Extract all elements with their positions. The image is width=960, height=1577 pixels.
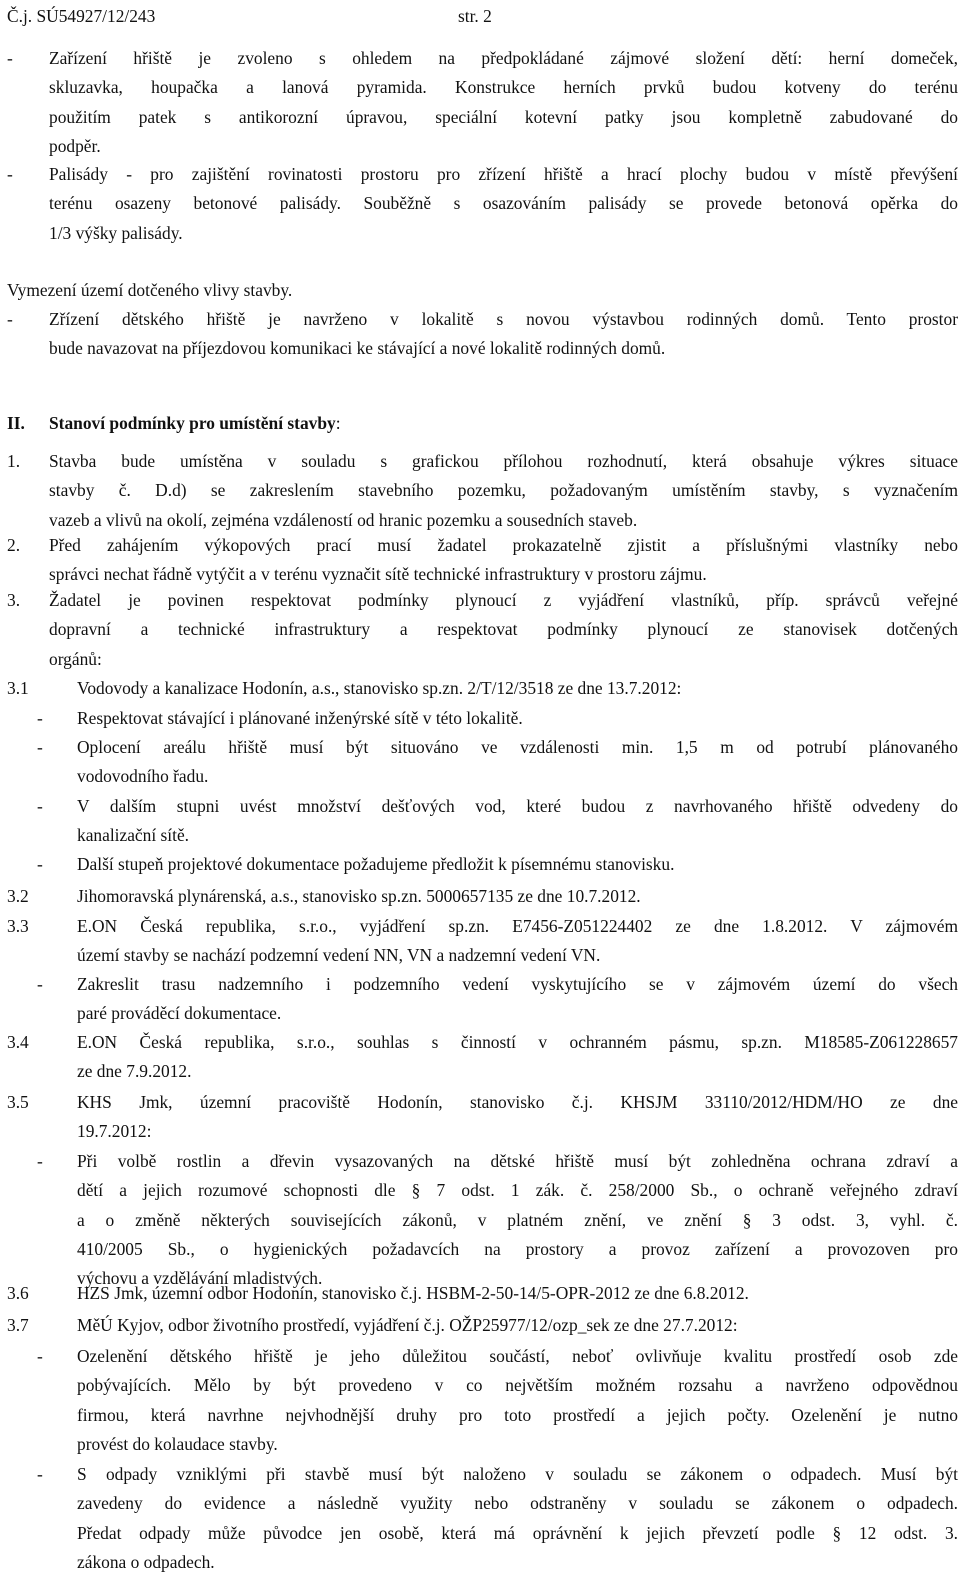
subcondition-3-1-item	[0, 733, 960, 793]
paragraph	[49, 305, 958, 364]
subcondition-number: 3.3	[7, 916, 29, 936]
subcondition-3-5	[0, 1088, 960, 1148]
subcondition-number: 3.4	[7, 1032, 29, 1052]
bullet-dash: -	[37, 737, 43, 757]
subcondition-3-1-item	[0, 704, 960, 734]
condition-3	[0, 586, 960, 676]
text-line: dopravní a technické infrastruktury a respektovat podmínky plynoucí ze stanovisek dotčených	[49, 619, 958, 640]
page-number: str. 2	[458, 6, 492, 26]
text-line: Palisády - pro zajištění rovinatosti prostoru pro zřízení hřiště a hrací plochy budou v místě převýšení	[49, 164, 958, 184]
subcondition-number: 3.7	[7, 1315, 29, 1335]
text-line: vazeb a vlivů na okolí, zejména vzdáleností od hranic pozemku a sousedních staveb.	[49, 509, 638, 530]
text-line: použitím patek s antikorozní úpravou, speciální kotevní patky jsou kompletně zabudované do	[49, 106, 958, 127]
text-line: V dalším stupni uvést množství dešťových vod, které budou z navrhovaného hřiště odvedeny do	[77, 796, 958, 816]
text-line: Oplocení areálu hřiště musí být situováno ve vzdálenosti min. 1,5 m od potrubí plánovaného	[77, 737, 958, 757]
subcondition-number: 3.1	[7, 678, 29, 698]
text-line: E.ON Česká republika, s.r.o., souhlas s činností v ochranném pásmu, sp.zn. M18585-Z061228657	[77, 1032, 958, 1052]
text-line: výchovu a vzdělávání mladistvých.	[77, 1268, 323, 1289]
text-line: orgánů:	[49, 648, 102, 669]
reference-number: Č.j. SÚ54927/12/243	[7, 6, 156, 26]
text-line: 1/3 výšky palisády.	[49, 222, 183, 243]
text-line: bude navazovat na příjezdovou komunikaci ke stávající a nové lokalitě rodinných domů.	[49, 338, 666, 359]
subcondition-number: 3.2	[7, 886, 29, 906]
text-line: a o změně některých souvisejících zákonů, v platném znění, ve znění § 3 odst. 3, vyhl. č.	[77, 1209, 958, 1230]
text-line: Před zahájením výkopových prací musí žadatel prokazatelně zjistit a příslušnými vlastníky nebo	[49, 535, 958, 555]
vymezeni-item	[0, 305, 960, 365]
subcondition-3-3	[0, 912, 960, 972]
subcondition-3-4	[0, 1028, 960, 1088]
paragraph	[49, 447, 958, 535]
text-line: Zařízení hřiště je zvoleno s ohledem na předpokládané zájmové složení dětí: herní domeček,	[49, 48, 958, 68]
subcondition-3-6	[0, 1279, 960, 1309]
text-line: Při volbě rostlin a dřevin vysazovaných na dětské hřiště musí být zohledněna ochrana zdraví a	[77, 1151, 958, 1171]
text-line: Stavba bude umístěna v souladu s grafickou přílohou rozhodnutí, která obsahuje výkres situace	[49, 451, 958, 471]
paragraph	[77, 1460, 958, 1577]
text-line: Ozelenění dětského hřiště je jeho důležitou součástí, neboť ovlivňuje kvalitu prostředí osob zde	[77, 1346, 958, 1366]
paragraph	[77, 970, 958, 1029]
bullet-dash: -	[7, 309, 13, 329]
text-line: KHS Jmk, územní pracoviště Hodonín, stanovisko č.j. KHSJM 33110/2012/HDM/HO ze dne	[77, 1092, 958, 1112]
subcondition-3-7-item	[0, 1342, 960, 1460]
text-line: 19.7.2012:	[77, 1121, 152, 1142]
text-line: správci nechat řádně vytýčit a v terénu vyznačit sítě technické infrastruktury v prostoru zájmu.	[49, 564, 707, 585]
paragraph	[77, 912, 958, 971]
subcondition-3-2	[0, 882, 960, 912]
subcondition-3-7-item	[0, 1460, 960, 1572]
subcondition-3-1	[0, 674, 960, 704]
condition-number: 3.	[7, 590, 21, 610]
text-line: MěÚ Kyjov, odbor životního prostředí, vyjádření č.j. OŽP25977/12/ozp_sek ze dne 27.7.2012:	[77, 1315, 738, 1335]
text-line: ze dne 7.9.2012.	[77, 1061, 192, 1082]
text-line: E.ON Česká republika, s.r.o., vyjádření sp.zn. E7456-Z051224402 ze dne 1.8.2012. V zájmovém	[77, 916, 958, 936]
bullet-dash: -	[37, 1151, 43, 1171]
text-line: paré prováděcí dokumentace.	[77, 1003, 282, 1024]
text-line: podpěr.	[49, 135, 101, 156]
subcondition-number: 3.5	[7, 1092, 29, 1112]
paragraph	[49, 44, 958, 161]
condition-2	[0, 531, 960, 591]
paragraph	[49, 160, 958, 248]
text-line: Jihomoravská plynárenská, a.s., stanovisko sp.zn. 5000657135 ze dne 10.7.2012.	[77, 886, 641, 906]
bullet-dash: -	[37, 854, 43, 874]
intro-item-equipment	[0, 44, 960, 164]
text-line: provést do kolaudace stavby.	[77, 1433, 278, 1454]
section-title-colon: :	[335, 413, 341, 433]
bullet-dash: -	[37, 708, 43, 728]
text-line: terénu osazeny betonové palisády. Souběžně s osazováním palisády se provede betonová opěrka do	[49, 193, 958, 214]
bullet-dash: -	[37, 1464, 43, 1484]
text-line: Žadatel je povinen respektovat podmínky plynoucí z vyjádření vlastníků, příp. správců veřejné	[49, 590, 958, 610]
paragraph	[49, 531, 958, 590]
subcondition-3-1-item	[0, 850, 960, 880]
subcondition-3-3-item	[0, 970, 960, 1030]
text-line: území stavby se nachází podzemní vedení NN, VN a nadzemní vedení VN.	[77, 945, 601, 966]
page-header	[7, 6, 947, 30]
bullet-dash: -	[37, 974, 43, 994]
paragraph	[77, 1147, 958, 1293]
text-line: zavedeny do evidence a následně využity nebo odstraněny v souladu se zákonem o odpadech.	[77, 1493, 958, 1514]
text-line: Vodovody a kanalizace Hodonín, a.s., stanovisko sp.zn. 2/T/12/3518 ze dne 13.7.2012:	[77, 678, 682, 698]
section-ii-heading	[0, 409, 960, 439]
text-line: 410/2005 Sb., o hygienických požadavcích na prostory a provoz zařízení a provozoven pro	[77, 1238, 958, 1259]
text-line: kanalizační sítě.	[77, 825, 190, 846]
text-line: vodovodního řadu.	[77, 766, 209, 787]
condition-number: 2.	[7, 535, 21, 555]
text-line: stavby č. D.d) se zakreslením stavebního pozemku, požadovaným umístěním stavby, s vyznačením	[49, 480, 958, 501]
text-line: Další stupeň projektové dokumentace požadujeme předložit k písemnému stanovisku.	[77, 854, 675, 874]
text-line: firmou, která navrhne nejvhodnější druhy pro toto prostředí a jejich počty. Ozelenění je nutno	[77, 1404, 958, 1425]
text-line: Zakreslit trasu nadzemního i podzemního vedení vyskytujícího se v zájmovém území do všech	[77, 974, 958, 994]
text-line: S odpady vzniklými při stavbě musí být naloženo v souladu se zákonem o odpadech. Musí být	[77, 1464, 958, 1484]
paragraph	[77, 733, 958, 792]
text-line: Respektovat stávající i plánované inženýrské sítě v této lokalitě.	[77, 708, 523, 728]
section-title: Stanoví podmínky pro umístění stavby	[49, 413, 336, 433]
bullet-dash: -	[37, 1346, 43, 1366]
section-number: II.	[7, 413, 25, 433]
bullet-dash: -	[7, 164, 13, 184]
subcondition-3-1-item	[0, 792, 960, 852]
bullet-dash: -	[37, 796, 43, 816]
section-title-wrap	[49, 409, 341, 438]
subcondition-3-7	[0, 1311, 960, 1341]
subcondition-3-5-item	[0, 1147, 960, 1297]
condition-1	[0, 447, 960, 537]
subcondition-number: 3.6	[7, 1283, 29, 1303]
text-line: zákona o odpadech.	[77, 1551, 215, 1572]
text-line: dětí a jejich rozumové schopnosti dle § 7 odst. 1 zák. č. 258/2000 Sb., o ochraně veřejného zdraví	[77, 1180, 958, 1201]
text-line: HZS Jmk, územní odbor Hodonín, stanovisko č.j. HSBM-2-50-14/5-OPR-2012 ze dne 6.8.2012.	[77, 1283, 749, 1303]
bullet-dash: -	[7, 48, 13, 68]
paragraph	[77, 1088, 958, 1147]
section-heading: Vymezení území dotčeného vlivy stavby.	[7, 280, 293, 300]
text-line: Předat odpady může původce jen osobě, která má oprávnění k jejich převzetí podle § 12 odst. 3.	[77, 1522, 958, 1543]
condition-number: 1.	[7, 451, 21, 471]
vymezeni-heading-row	[0, 276, 960, 306]
paragraph	[49, 586, 958, 674]
text-line: skluzavka, houpačka a lanová pyramida. Konstrukce herních prvků budou kotveny do terénu	[49, 77, 958, 98]
paragraph	[77, 792, 958, 851]
text-line: Zřízení dětského hřiště je navrženo v lokalitě s novou výstavbou rodinných domů. Tento prostor	[49, 309, 958, 329]
text-line: pobývajících. Mělo by být provedeno v co největším možném rozsahu a navrženo odpovědnou	[77, 1375, 958, 1396]
paragraph	[77, 1028, 958, 1087]
paragraph	[77, 1342, 958, 1459]
intro-item-palisades	[0, 160, 960, 250]
